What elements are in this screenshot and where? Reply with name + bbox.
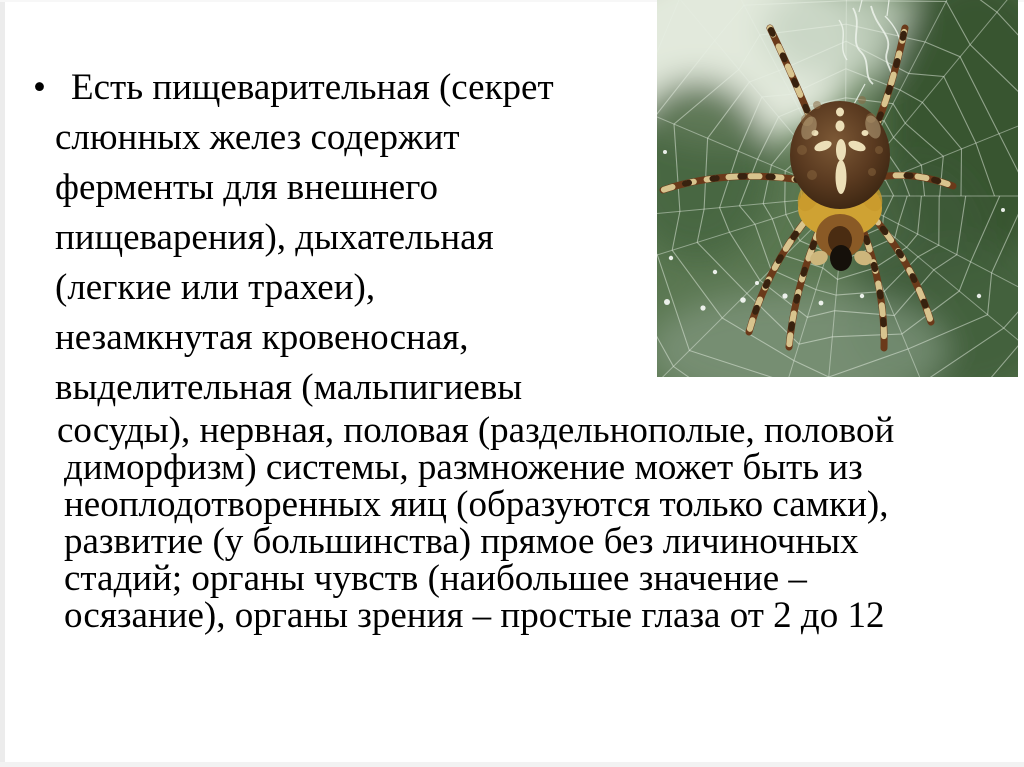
spider-photo (657, 0, 1018, 377)
text-line: незамкнутая кровеносная, (55, 317, 469, 358)
text-line: Есть пищеварительная (секрет (71, 67, 554, 108)
bullet-paragraph-continuation (0, 412, 1010, 634)
text-line: развитие (у большинства) прямое без личиночных (64, 521, 859, 562)
bullet-paragraph-intro (0, 63, 640, 413)
text-line: слюнных желез содержит (55, 117, 460, 158)
text-line: выделительная (мальпигиевы (55, 367, 523, 408)
bullet-marker-icon: • (33, 67, 46, 108)
text-line: осязание), органы зрения – простые глаза от 2 до 12 (64, 595, 885, 636)
text-line: сосуды), нервная, половая (раздельнополые, половой (57, 410, 895, 451)
slide-bottom-edge (0, 762, 1024, 767)
text-line: диморфизм) системы, размножение может быть из (64, 447, 863, 488)
text-line: ферменты для внешнего (55, 167, 438, 208)
text-line: стадий; органы чувств (наибольшее значение – (64, 558, 807, 599)
spider-chelicerae (830, 245, 852, 271)
text-line: неоплодотворенных яиц (образуются только самки), (64, 484, 889, 525)
text-line: (легкие или трахеи), (55, 267, 376, 308)
text-line: пищеварения), дыхательная (55, 217, 494, 258)
